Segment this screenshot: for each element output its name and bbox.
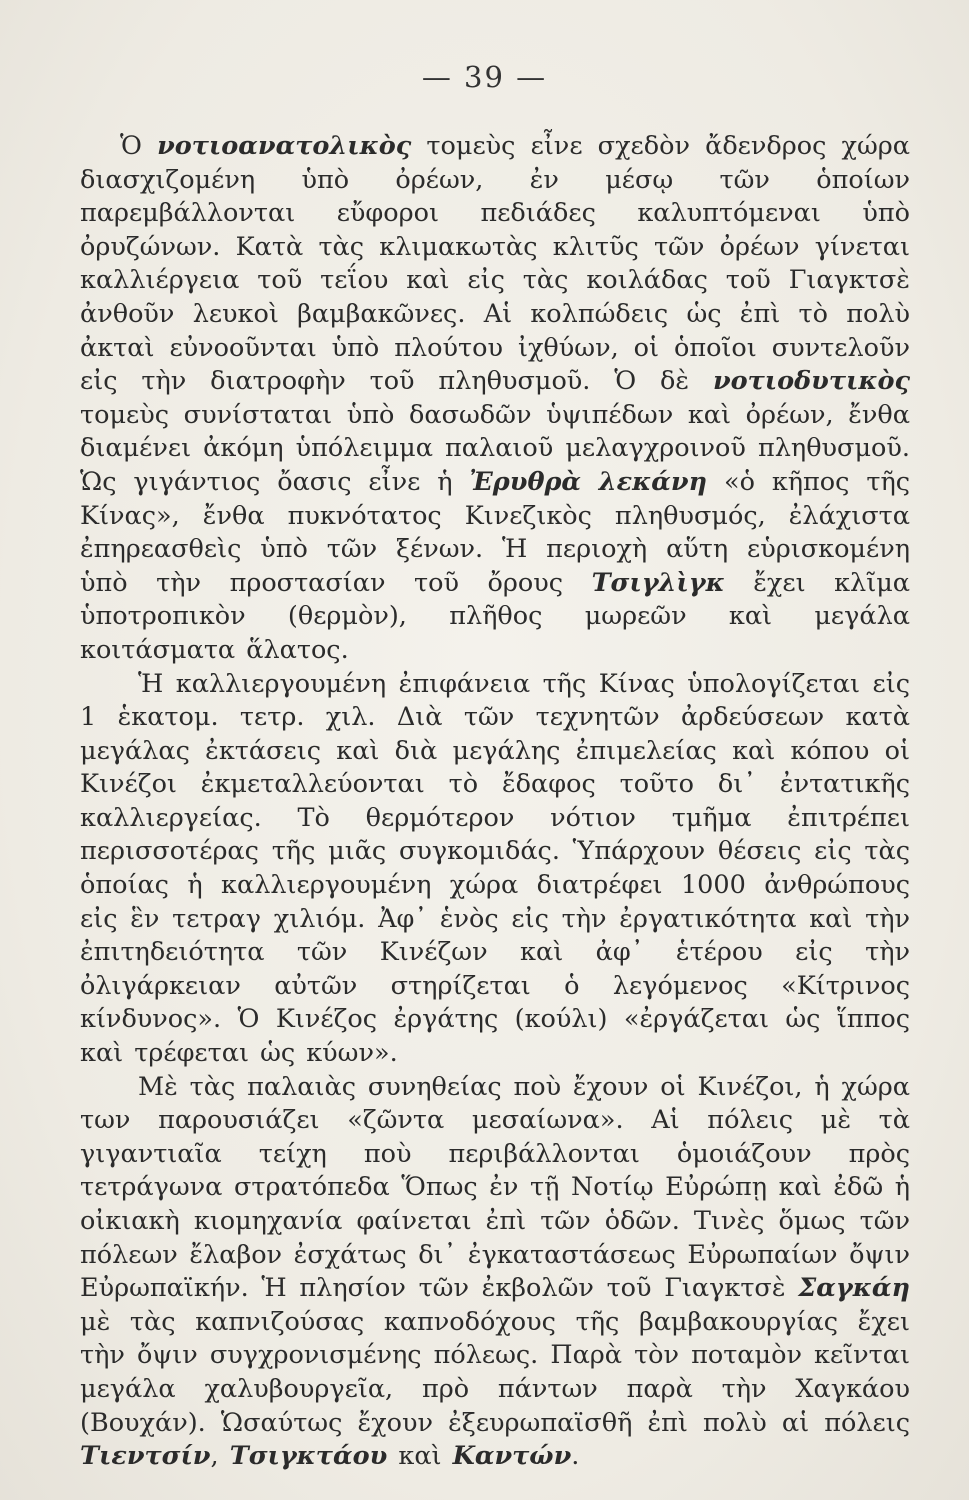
text-segment: , xyxy=(210,1441,230,1472)
paragraph-3 xyxy=(80,1071,910,1474)
text-segment: «ὁ κῆπος τῆς Κίνας», ἔνθα πυκνότατος Κινεζικὸς πληθυσμός, ἐλάχιστα ἐπηρεασθεὶς ὑπὸ τῶν ξένων. Ἡ περιοχὴ αὕτη εὑρισκομένη ὑπὸ τὴν προστασίαν τοῦ ὄρους xyxy=(80,466,910,598)
text-segment: τομεὺς συνίσταται ὑπὸ δασωδῶν ὑψιπέδων καὶ ὀρέων, ἔνθα διαμένει ἀκόμη ὑπόλειμμα παλαιοῦ μελαγχροινοῦ πληθυσμοῦ. Ὡς γιγάντιος ὄασις εἶνε ἡ xyxy=(80,399,910,497)
emphasized-term: Τσιγλὶγκ xyxy=(591,567,725,598)
emphasized-term: νοτιοδυτικὸς xyxy=(712,366,910,397)
page-number: — 39 — xyxy=(421,60,548,94)
text-segment: τομεὺς εἶνε σχεδὸν ἄδενδρος χώρα διασχιζομένη ὑπὸ ὀρέων, ἐν μέσῳ τῶν ὁποίων παρεμβάλλονται εὔφοροι πεδιάδες καλυπτόμεναι ὑπὸ ὀρυζώνων. Κατὰ τὰς κλιμακωτὰς κλιτῦς τῶν ὀρέων γίνεται καλλιέργεια τοῦ τεΐου καὶ εἰς τὰς κοιλάδας τοῦ Γιαγκτσὲ ἀνθοῦν λευκοὶ βαμβακῶνες. Αἱ κολπώδεις ὡς ἐπὶ τὸ πολὺ ἀκταὶ εὐνοοῦνται ὑπὸ πλούτου ἰχθύων, οἱ ὁποῖοι συντελοῦν εἰς τὴν διατροφὴν τοῦ πληθυσμοῦ. Ὁ δὲ xyxy=(80,131,910,397)
text-segment: καὶ xyxy=(387,1441,453,1472)
emphasized-term: νοτιοανατολικὸς xyxy=(157,131,412,161)
emphasized-term: Καντών xyxy=(452,1441,572,1472)
text-segment: Μὲ τὰς παλαιὰς συνηθείας ποὺ ἔχουν οἱ Κινέζοι, ἡ χώρα των παρουσιάζει «ζῶντα μεσαίωνα». Αἱ πόλεις μὲ τὰ γιγαντιαῖα τείχη ποὺ περιβάλλονται ὁμοιάζουν πρὸς τετράγωνα στρατόπεδα Ὅπως ἐν τῇ Νοτίῳ Εὐρώπῃ καὶ ἐδῶ ἡ οἰκιακὴ κιομηχανία φαίνεται ἐπὶ τῶν ὁδῶν. Τινὲς ὅμως τῶν πόλεων ἔλαβον ἐσχάτως δι᾽ ἐγκαταστάσεως Εὐρωπαίων ὄψιν Εὐρωπαϊκήν. Ἡ πλησίον τῶν ἐκβολῶν τοῦ Γιαγκτσὲ xyxy=(80,1071,910,1304)
text-segment: μὲ τὰς καπνιζούσας καπνοδόχους τῆς βαμβακουργίας ἔχει τὴν ὄψιν συγχρονισμένης πόλεως. Παρὰ τὸν ποταμὸν κεῖνται μεγάλα χαλυβουργεῖα, πρὸ πάντων παρὰ τὴν Χαγκάου (Βουχάν). Ὡσαύτως ἔχουν ἐξευρωπαϊσθῆ ἐπὶ πολὺ αἱ πόλεις xyxy=(80,1306,910,1438)
paragraph-1 xyxy=(80,130,910,668)
emphasized-term: Τιεντσίν xyxy=(80,1441,211,1472)
text-segment: Ὁ xyxy=(120,131,158,161)
paragraph-2 xyxy=(80,668,910,1071)
emphasized-term: Σαγκάη xyxy=(798,1273,910,1304)
text-segment: Ἡ καλλιεργουμένη ἐπιφάνεια τῆς Κίνας ὑπολογίζεται εἰς 1 ἑκατομ. τετρ. χιλ. Διὰ τῶν τεχνητῶν ἀρδεύσεων κατὰ μεγάλας ἐκτάσεις καὶ διὰ μεγάλης ἐπιμελείας καὶ κόπου οἱ Κινέζοι ἐκμεταλλεύονται τὸ ἔδαφος τοῦτο δι᾽ ἐντατικῆς καλλιεργείας. Τὸ θερμότερον νότιον τμῆμα ἐπιτρέπει περισσοτέρας τῆς μιᾶς συγκομιδάς. Ὑπάρχουν θέσεις εἰς τὰς ὁποίας ἡ καλλιεργουμένη χώρα διατρέφει 1000 ἀνθρώπους εἰς ἓν τετραγ χιλιόμ. Ἀφ᾽ ἑνὸς εἰς τὴν ἐργατικότητα καὶ τὴν ἐπιτηδειότητα τῶν Κινέζων καὶ ἀφ᾽ ἑτέρου εἰς τὴν ὀλιγάρκειαν αὐτῶν στηρίζεται ὁ λεγόμενος «Κίτρινος κίνδυνος». Ὁ Κινέζος ἐργάτης (κούλι) «ἐργάζεται ὡς ἵππος καὶ τρέφεται ὡς κύων». xyxy=(80,668,910,1069)
body-text xyxy=(80,130,910,1474)
emphasized-term: Τσιγκτάου xyxy=(229,1441,388,1472)
text-segment: . xyxy=(571,1441,580,1472)
text-segment: ἔχει κλῖμα ὑποτροπικὸν (θερμὸν), πλῆθος μωρεῶν καὶ μεγάλα κοιτάσματα ἅλατος. xyxy=(80,567,911,665)
emphasized-term: Ἐρυθρὰ λεκάνη xyxy=(469,466,708,497)
